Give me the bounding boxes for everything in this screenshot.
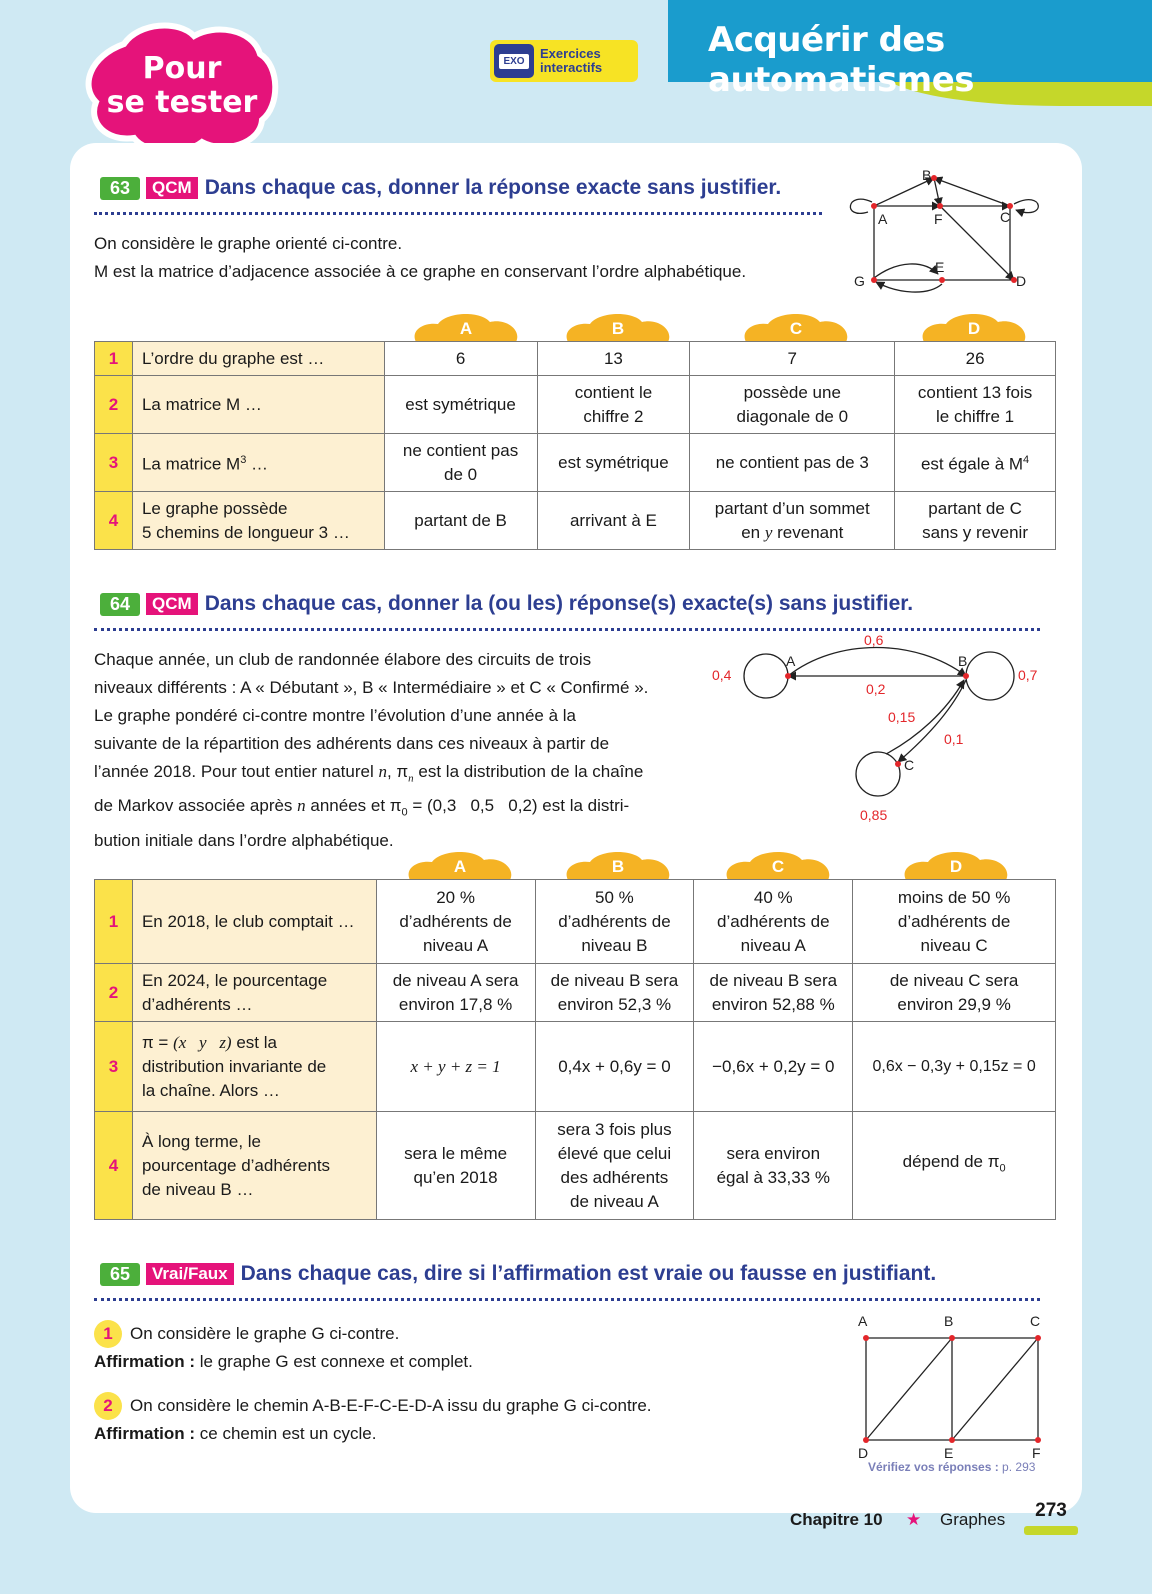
- cell-line: niveau A: [422, 935, 489, 955]
- cell-line: des adhérents: [560, 1167, 669, 1187]
- row-stem: La matrice M …: [132, 376, 384, 434]
- exercise-number: 63: [100, 177, 140, 200]
- math-var: n: [297, 796, 306, 816]
- cell-c: [690, 492, 895, 550]
- node-a-label: A: [878, 211, 888, 227]
- exercise-tag: QCM: [146, 593, 198, 615]
- chapter-name: Chapitre 10: [790, 1510, 883, 1529]
- choice-c-cloud: [740, 312, 852, 342]
- node-f-label: F: [934, 211, 943, 227]
- text-part: années et π: [305, 796, 402, 816]
- cell-exponent: 4: [1023, 454, 1030, 467]
- initial-vector: (0,3 0,5 0,2): [427, 796, 538, 816]
- text-part: =: [407, 796, 428, 816]
- row-number: 2: [95, 376, 133, 434]
- qcm-table-64: [94, 879, 1056, 1220]
- cell-line: partant d’un sommet: [714, 498, 870, 518]
- row-number: 1: [95, 880, 133, 964]
- cell-a: [376, 880, 535, 964]
- stem-line: [142, 1031, 372, 1055]
- chapter-label: [790, 1510, 883, 1530]
- stem-line: 5 chemins de longueur 3 …: [141, 522, 350, 542]
- math-var: y: [764, 522, 773, 542]
- cell-subscript: 0: [999, 1162, 1006, 1175]
- cell-line: sera environ: [726, 1143, 821, 1163]
- question-1: [94, 1320, 473, 1376]
- cell-b: [535, 964, 694, 1022]
- statement-line: niveaux différents : A « Débutant », B « Intermédiaire » et C « Confirmé ».: [94, 678, 649, 697]
- choice-d-label: D: [949, 857, 963, 876]
- text-part: π =: [141, 1032, 174, 1052]
- math-var: n: [378, 762, 387, 781]
- node-c-label: C: [1030, 1313, 1041, 1329]
- weight-label: 0,85: [860, 807, 888, 823]
- cell-text: dépend de π: [902, 1152, 1000, 1172]
- row-stem: [132, 1112, 376, 1220]
- badge-line-1: Pour: [142, 51, 222, 86]
- exercise-number: 64: [100, 593, 140, 616]
- row-number: 2: [95, 964, 133, 1022]
- cell-line: niveau C: [920, 935, 988, 955]
- weight-label: 0,2: [866, 681, 886, 697]
- row-stem: [132, 434, 384, 492]
- table-row: [95, 492, 1056, 550]
- node-c-label: C: [904, 757, 915, 773]
- exercise-tag: Vrai/Faux: [146, 1263, 234, 1285]
- cell-line: ne contient pas: [402, 440, 519, 460]
- node-e-label: E: [944, 1445, 954, 1460]
- cell-line: niveau B: [581, 935, 648, 955]
- statement-line-2: M est la matrice d’adjacence associée à ce graphe en conservant l’ordre alphabétique.: [94, 262, 747, 281]
- question-line: [94, 1392, 652, 1420]
- exercise-63-statement: [94, 230, 746, 286]
- choice-c-label: C: [771, 857, 785, 876]
- row-stem: L’ordre du graphe est …: [132, 342, 384, 376]
- exercise-tag: QCM: [146, 177, 198, 199]
- row-stem: [132, 964, 376, 1022]
- cell-d: [895, 434, 1056, 492]
- math-sub: 0: [401, 806, 408, 819]
- cell-line: environ 52,88 %: [711, 994, 835, 1014]
- cell-c: ne contient pas de 3: [690, 434, 895, 492]
- footnote-label: Vérifiez vos réponses :: [868, 1460, 999, 1474]
- question-text: On considère le chemin A-B-E-F-C-E-D-A issu du graphe G ci-contre.: [130, 1396, 652, 1415]
- cell-b: [535, 880, 694, 964]
- exo-label: EXO: [499, 54, 528, 69]
- row-number: 3: [95, 1022, 133, 1112]
- row-stem: [132, 492, 384, 550]
- cell-line: environ 52,3 %: [557, 994, 672, 1014]
- cell-line: 50 %: [595, 887, 634, 907]
- stem-line: pourcentage d’adhérents: [141, 1155, 331, 1175]
- cell-a: [376, 964, 535, 1022]
- exercise-63-header: [100, 176, 781, 200]
- text-part: l’année 2018. Pour tout entier naturel: [94, 762, 379, 781]
- cell-line: de niveau B sera: [550, 970, 679, 990]
- page-number: 273: [1035, 1500, 1067, 1521]
- text-part: revenant: [772, 522, 844, 542]
- cell-line: moins de 50 %: [897, 887, 1011, 907]
- exo-line-2: interactifs: [540, 60, 603, 75]
- cell-d: 26: [895, 342, 1056, 376]
- node-b-label: B: [944, 1313, 954, 1329]
- cell-a: 6: [384, 342, 537, 376]
- cell-line: de niveau B sera: [709, 970, 838, 990]
- node-b-label: B: [922, 167, 932, 183]
- question-2: [94, 1392, 652, 1448]
- cell-line: d’adhérents de: [399, 911, 512, 931]
- node-d-label: D: [858, 1445, 869, 1460]
- cell-a: [376, 1112, 535, 1220]
- cell-line: d’adhérents de: [897, 911, 1011, 931]
- cell-a: est symétrique: [384, 376, 537, 434]
- weight-label: 0,1: [944, 731, 964, 747]
- cell-line: partant de C: [928, 498, 1022, 518]
- weighted-graph-64: [706, 628, 1056, 828]
- row-number: 4: [95, 492, 133, 550]
- cell-line: environ 17,8 %: [398, 994, 513, 1014]
- cell-d: [895, 492, 1056, 550]
- table-row: [95, 434, 1056, 492]
- node-a-label: A: [858, 1313, 868, 1329]
- math-sub: n: [408, 772, 414, 785]
- choice-c-cloud: [722, 850, 834, 880]
- cell-line: 40 %: [753, 887, 793, 907]
- footnote-page: p. 293: [998, 1460, 1036, 1474]
- table-row: [95, 342, 1056, 376]
- node-d-label: D: [1016, 273, 1027, 289]
- cell-a: [384, 434, 537, 492]
- text-part: en: [741, 522, 765, 542]
- stem-line: À long terme, le: [141, 1131, 262, 1151]
- dotted-divider: [94, 212, 822, 215]
- affirmation-text: le graphe G est connexe et complet.: [195, 1352, 473, 1371]
- cell-line: chiffre 2: [583, 406, 644, 426]
- monitor-icon: [494, 44, 534, 78]
- question-line: [94, 1320, 473, 1348]
- cell-line: sans y revenir: [922, 522, 1028, 542]
- weight-label: 0,4: [712, 667, 732, 683]
- section-name: Graphes: [940, 1510, 1006, 1529]
- cell-line: de niveau C sera: [889, 970, 1019, 990]
- affirmation-label: Affirmation :: [94, 1352, 196, 1371]
- statement-line: Chaque année, un club de randonnée élabore des circuits de trois: [94, 650, 592, 669]
- statement-line: suivante de la répartition des adhérents dans ces niveaux à partir de: [94, 734, 610, 753]
- choice-d-cloud: [918, 312, 1030, 342]
- affirmation-text: ce chemin est un cycle.: [195, 1424, 377, 1443]
- choice-a-label: A: [459, 319, 473, 338]
- cell-line: d’adhérents de: [558, 911, 671, 931]
- exercise-65-header: [100, 1262, 936, 1286]
- cell-d: [853, 1112, 1056, 1220]
- stem-line: Le graphe possède: [141, 498, 288, 518]
- stem-line: la chaîne. Alors …: [141, 1080, 280, 1100]
- node-g-label: G: [854, 273, 865, 289]
- cell-line: de niveau A: [570, 1191, 659, 1211]
- text-part: est la distribution de la chaîne: [413, 762, 644, 781]
- section-banner: Acquérir des automatismes: [668, 0, 1152, 82]
- row-number: 4: [95, 1112, 133, 1220]
- choice-c-label: C: [789, 319, 803, 338]
- choice-a-cloud: [404, 850, 516, 880]
- stem-line: d’adhérents …: [141, 994, 253, 1014]
- weight-label: 0,6: [864, 632, 884, 648]
- cell-c: [690, 376, 895, 434]
- cell-line: qu’en 2018: [413, 1167, 498, 1187]
- choice-b-cloud: [562, 312, 674, 342]
- cell-line: sera 3 fois plus: [557, 1119, 672, 1139]
- cell-line: environ 29,9 %: [897, 994, 1011, 1014]
- statement-line-1: On considère le graphe orienté ci-contre.: [94, 234, 403, 253]
- cell-c: [694, 880, 853, 964]
- cell-d: [895, 376, 1056, 434]
- exercise-title: Dans chaque cas, donner la réponse exacte sans justifier.: [204, 176, 782, 199]
- weight-label: 0,7: [1018, 667, 1038, 683]
- cell-d: [853, 964, 1056, 1022]
- question-number: 2: [94, 1392, 122, 1420]
- cell-b: arrivant à E: [537, 492, 690, 550]
- stem-line: de niveau B …: [141, 1179, 254, 1199]
- row-stem: En 2018, le club comptait …: [132, 880, 376, 964]
- table-row: [95, 880, 1056, 964]
- node-b-label: B: [958, 653, 968, 669]
- choice-d-cloud: [900, 850, 1012, 880]
- cell-d: 0,6x − 0,3y + 0,15z = 0: [853, 1022, 1056, 1112]
- directed-graph-63: [838, 160, 1058, 300]
- cell-a: partant de B: [384, 492, 537, 550]
- exercise-title: Dans chaque cas, dire si l’affirmation est vraie ou fausse en justifiant.: [240, 1262, 937, 1285]
- answers-reference[interactable]: [868, 1460, 1035, 1474]
- statement-line: [94, 792, 690, 826]
- cell-line: diagonale de 0: [736, 406, 849, 426]
- statement-line: Le graphe pondéré ci-contre montre l’évolution d’une année à la: [94, 706, 576, 725]
- weight-label: 0,15: [888, 709, 916, 725]
- row-stem: [132, 1022, 376, 1112]
- text-part: de Markov associée après: [94, 796, 298, 816]
- node-f-label: F: [1032, 1445, 1041, 1460]
- exo-line-1: Exercices: [540, 46, 601, 61]
- table-row: [95, 1022, 1056, 1112]
- choice-b-cloud: [562, 850, 674, 880]
- cell-line: contient le: [574, 382, 653, 402]
- cell-line: de niveau A sera: [392, 970, 519, 990]
- cell-b: 0,4x + 0,6y = 0: [535, 1022, 694, 1112]
- cell-line: niveau A: [740, 935, 806, 955]
- table-row: [95, 376, 1056, 434]
- text-part: est la distri-: [537, 796, 630, 816]
- cell-line: possède une: [743, 382, 841, 402]
- statement-line: l’année 2018. Pour tout entier naturel n, $\pi_n$ est la distribution de la chaîne: [94, 762, 644, 785]
- cell-line: 20 %: [436, 887, 475, 907]
- table-row: [95, 964, 1056, 1022]
- cell-c: −0,6x + 0,2y = 0: [694, 1022, 853, 1112]
- cell-line: de 0: [444, 464, 478, 484]
- qcm-table-63: [94, 341, 1056, 550]
- cell-b: 13: [537, 342, 690, 376]
- badge-line-2: se tester: [106, 85, 258, 120]
- node-a-label: A: [786, 653, 796, 669]
- cell-line: égal à 33,33 %: [716, 1167, 830, 1187]
- question-text: On considère le graphe G ci-contre.: [130, 1324, 400, 1343]
- choice-a-cloud: [410, 312, 522, 342]
- affirmation-line: [94, 1420, 652, 1448]
- statement-line: bution initiale dans l’ordre alphabétique.: [94, 830, 394, 850]
- cell-d: [853, 880, 1056, 964]
- cell-c: [694, 964, 853, 1022]
- row-number: 1: [95, 342, 133, 376]
- text-part: est la: [231, 1032, 277, 1052]
- cell-b: [535, 1112, 694, 1220]
- row-number: 3: [95, 434, 133, 492]
- table-row: [95, 1112, 1056, 1220]
- affirmation-label: Affirmation :: [94, 1424, 196, 1443]
- cell-a: x + y + z = 1: [376, 1022, 535, 1112]
- cell-c: [694, 1112, 853, 1220]
- node-c-label: C: [1000, 209, 1011, 225]
- choice-d-label: D: [967, 319, 981, 338]
- stem-exponent: 3: [240, 454, 247, 467]
- exercise-number: 65: [100, 1263, 140, 1286]
- stem-line: En 2024, le pourcentage: [141, 970, 328, 990]
- choice-a-label: A: [453, 857, 467, 876]
- cell-line: le chiffre 1: [936, 406, 1015, 426]
- math-vector: (x y z): [173, 1032, 232, 1052]
- stem-line: distribution invariante de: [141, 1056, 327, 1076]
- node-e-label: E: [935, 259, 945, 275]
- stem-end: …: [246, 454, 269, 474]
- exercise-title: Dans chaque cas, donner la (ou les) réponse(s) exacte(s) sans justifier.: [204, 592, 914, 615]
- cell-b: [537, 376, 690, 434]
- question-number: 1: [94, 1320, 122, 1348]
- cell-line: [694, 521, 890, 545]
- graph-g-65: [846, 1310, 1056, 1460]
- dotted-divider: [94, 1298, 1040, 1301]
- exercise-64-header: [100, 592, 913, 616]
- star-icon: ★: [906, 1510, 922, 1529]
- cell-line: contient 13 fois: [917, 382, 1033, 402]
- cell-line: sera le même: [404, 1143, 508, 1163]
- pour-se-tester-badge: [84, 22, 280, 152]
- choice-b-label: B: [611, 319, 625, 338]
- cell-text: est égale à M: [920, 454, 1024, 474]
- exercise-64-statement: [94, 646, 690, 855]
- interactive-exercises-button[interactable]: [490, 40, 638, 82]
- cell-line: élevé que celui: [557, 1143, 672, 1163]
- cell-line: d’adhérents de: [717, 911, 830, 931]
- cell-b: est symétrique: [537, 434, 690, 492]
- cell-c: 7: [690, 342, 895, 376]
- choice-b-label: B: [611, 857, 625, 876]
- affirmation-line: [94, 1348, 473, 1376]
- stem-text: La matrice M: [141, 454, 241, 474]
